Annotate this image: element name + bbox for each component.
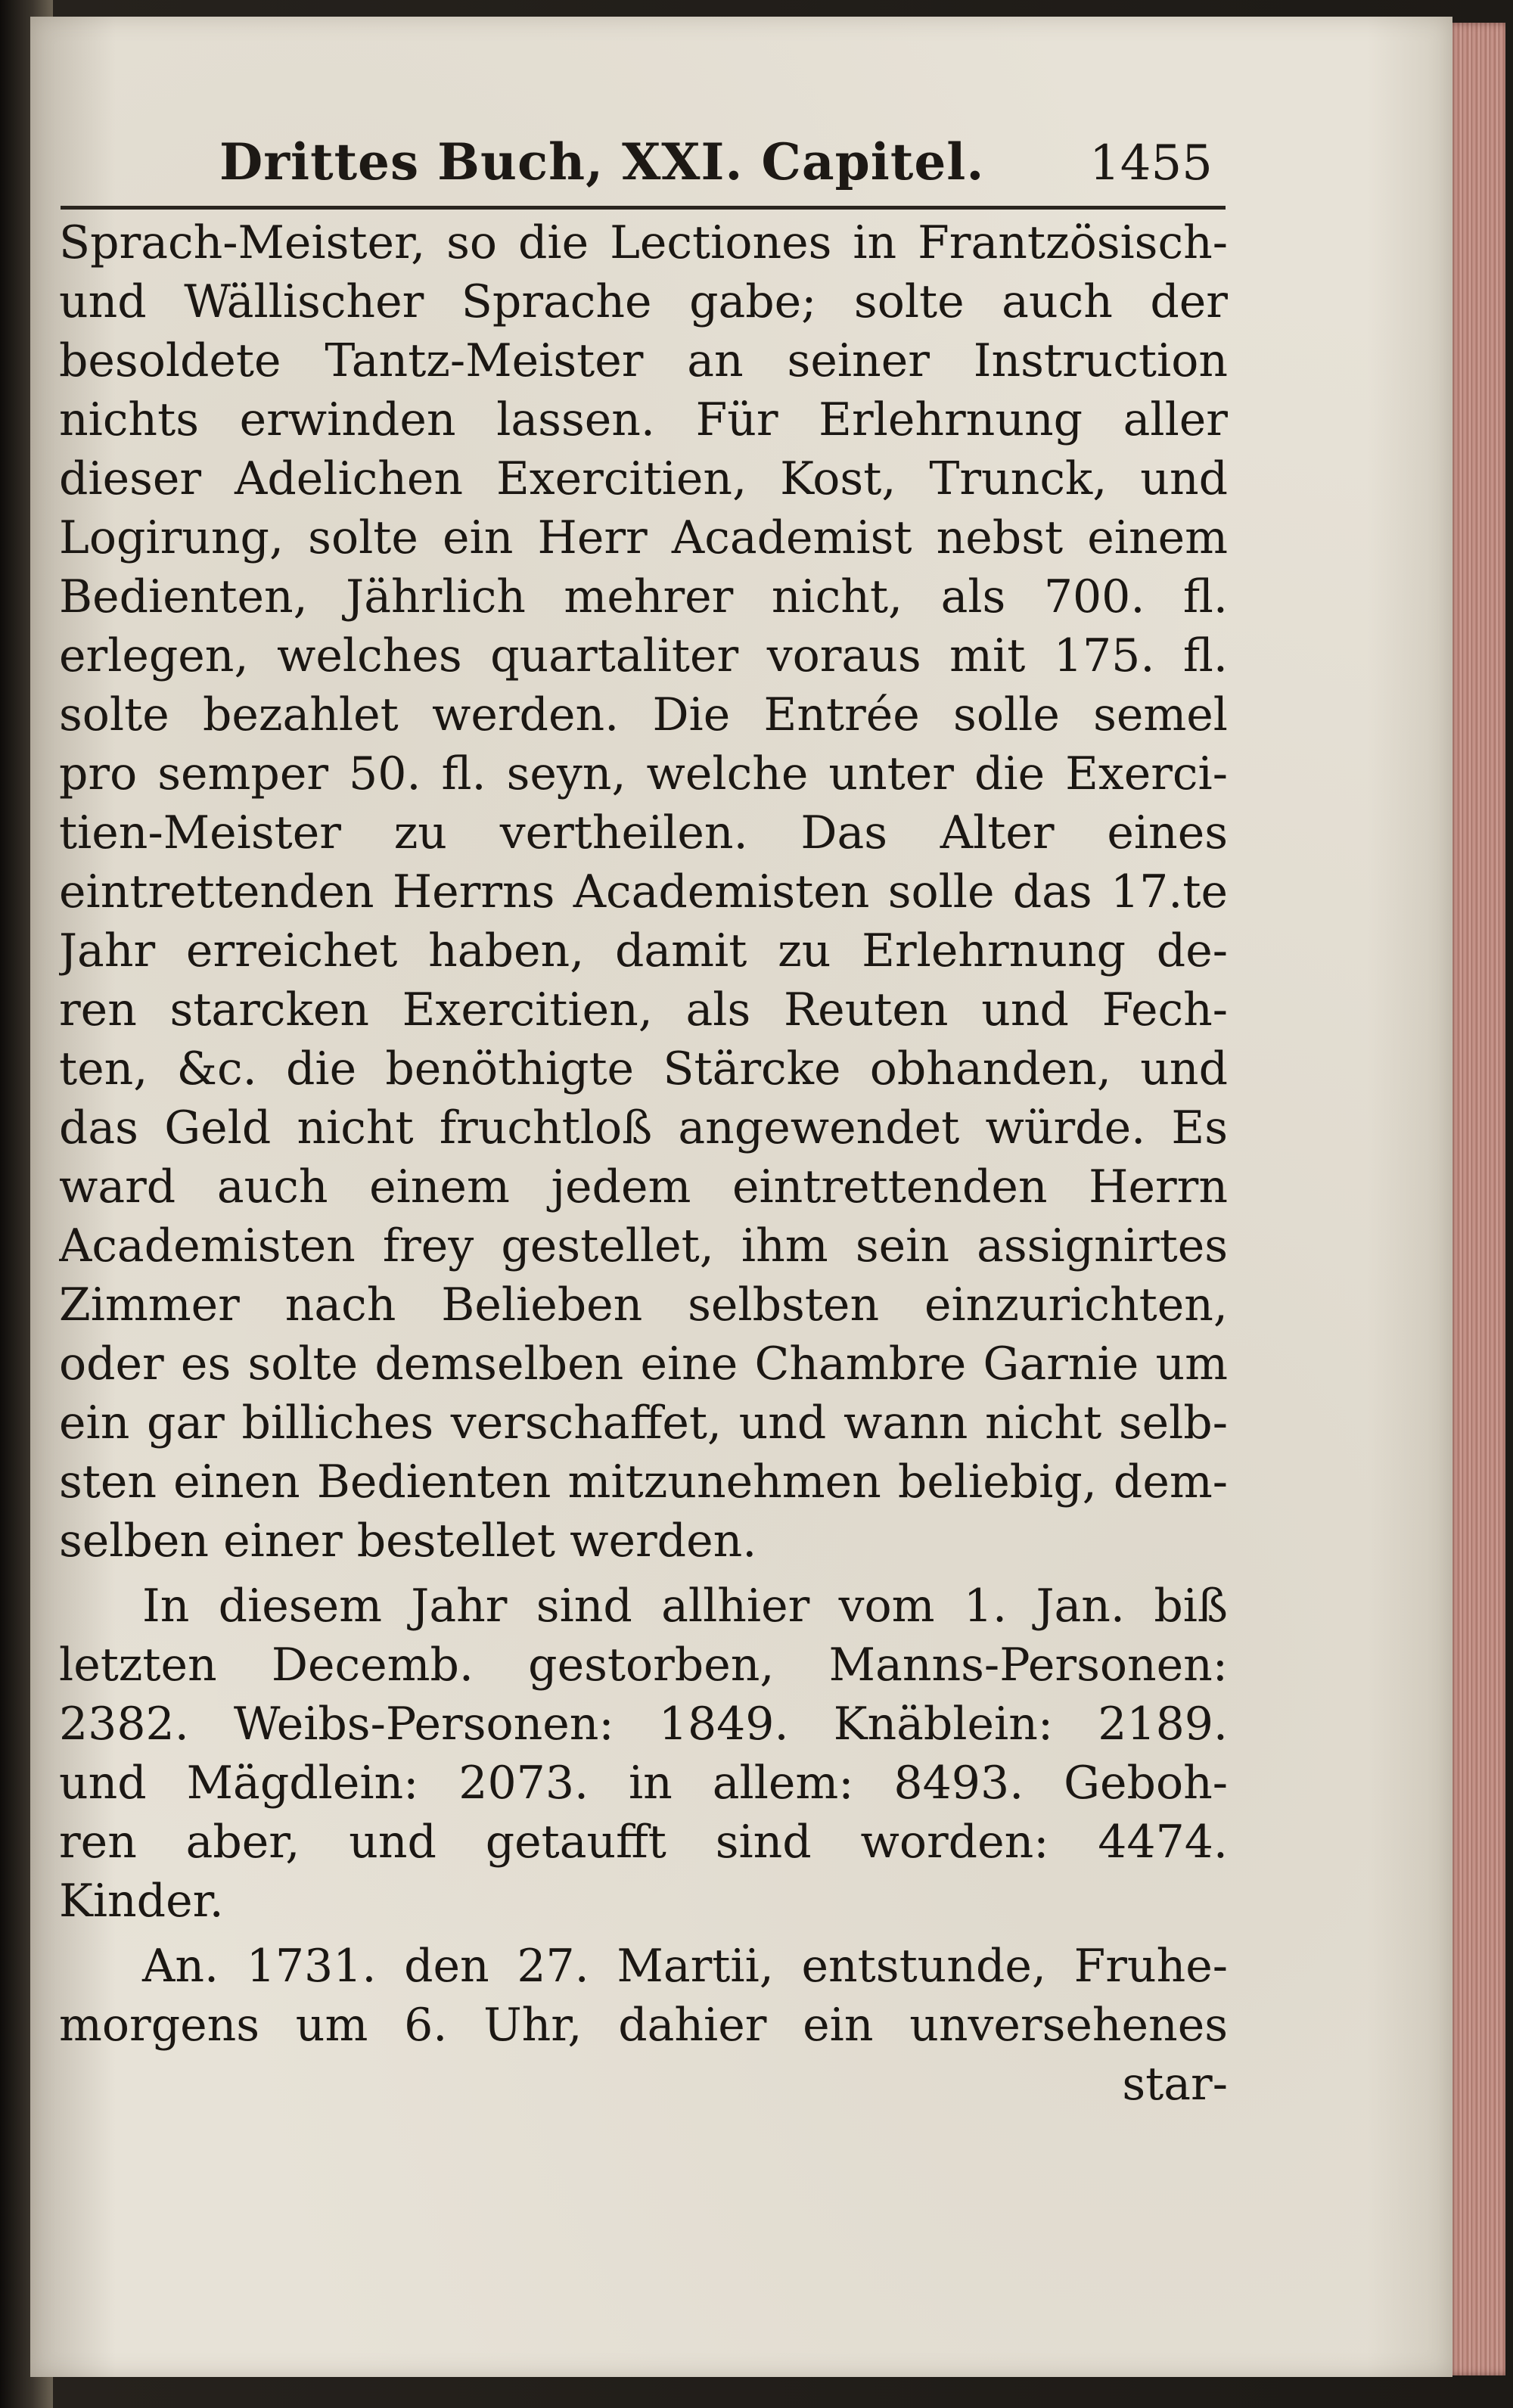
- text-line: dieser Adelichen Exercitien, Kost, Trunck, und: [59, 452, 1228, 505]
- text-line: besoldete Tantz-Meister an seiner Instruction: [59, 334, 1228, 387]
- text-line: solte bezahlet werden. Die Entrée solle semel: [59, 688, 1228, 741]
- text-line: In diesem Jahr sind allhier vom 1. Jan. biß: [142, 1580, 1228, 1633]
- page-fore-edge: [1445, 23, 1505, 2375]
- running-title: Drittes Buch, XXI. Capitel.: [219, 132, 985, 191]
- paragraph-2: [59, 1577, 1228, 1931]
- paragraph-1: [59, 213, 1228, 1571]
- paragraph-3: [59, 1937, 1228, 2055]
- text-line: und Mägdlein: 2073. in allem: 8493. Geboh-: [59, 1757, 1228, 1810]
- text-line: ein gar billiches verschaffet, und wann nicht selb-: [59, 1397, 1228, 1449]
- text-line: ten, &c. die benöthigte Stärcke obhanden, und: [59, 1042, 1228, 1095]
- text-line: ren starcken Exercitien, als Reuten und Fech-: [59, 983, 1228, 1036]
- text-line: tien-Meister zu vertheilen. Das Alter eines: [59, 806, 1228, 859]
- text-line: das Geld nicht fruchtloß angewendet würde. Es: [59, 1101, 1228, 1154]
- text-line: An. 1731. den 27. Martii, entstunde, Fruhe-: [142, 1940, 1228, 1993]
- text-line: ward auch einem jedem eintrettenden Herrn: [59, 1161, 1228, 1213]
- catchword: star-: [1122, 2058, 1228, 2111]
- text-line: oder es solte demselben eine Chambre Garnie um: [59, 1338, 1228, 1390]
- text-line: sten einen Bedienten mitzunehmen beliebig, dem-: [59, 1456, 1228, 1508]
- text-line: Academisten frey gestellet, ihm sein assignirtes: [59, 1220, 1228, 1272]
- text-line: Kinder.: [59, 1875, 224, 1928]
- body-text: [59, 213, 1228, 2114]
- text-line: erlegen, welches quartaliter voraus mit 175. fl.: [59, 629, 1228, 682]
- text-line: Zimmer nach Belieben selbsten einzurichten,: [59, 1279, 1228, 1331]
- text-line: und Wällischer Sprache gabe; solte auch der: [59, 275, 1228, 328]
- text-line: Sprach-Meister, so die Lectiones in Frantzösisch-: [59, 216, 1228, 269]
- text-line: letzten Decemb. gestorben, Manns-Personen:: [59, 1639, 1228, 1692]
- header-rule: [61, 206, 1226, 210]
- text-line: Bedienten, Jährlich mehrer nicht, als 700. fl.: [59, 570, 1228, 623]
- text-line: nichts erwinden lassen. Für Erlehrnung aller: [59, 393, 1228, 446]
- page-number: 1455: [1089, 135, 1213, 191]
- page-header: [61, 132, 1226, 200]
- text-line: 2382. Weibs-Personen: 1849. Knäblein: 2189.: [59, 1698, 1228, 1751]
- text-line: Logirung, solte ein Herr Academist nebst einem: [59, 511, 1228, 564]
- text-line: pro semper 50. fl. seyn, welche unter die Exerci-: [59, 747, 1228, 800]
- text-line: Jahr erreichet haben, damit zu Erlehrnung de-: [59, 924, 1228, 977]
- text-line: ren aber, und getaufft sind worden: 4474.: [59, 1816, 1228, 1869]
- text-line: selben einer bestellet werden.: [59, 1515, 757, 1568]
- text-line: morgens um 6. Uhr, dahier ein unversehenes: [59, 1999, 1228, 2052]
- text-line: eintrettenden Herrns Academisten solle das 17.te: [59, 865, 1228, 918]
